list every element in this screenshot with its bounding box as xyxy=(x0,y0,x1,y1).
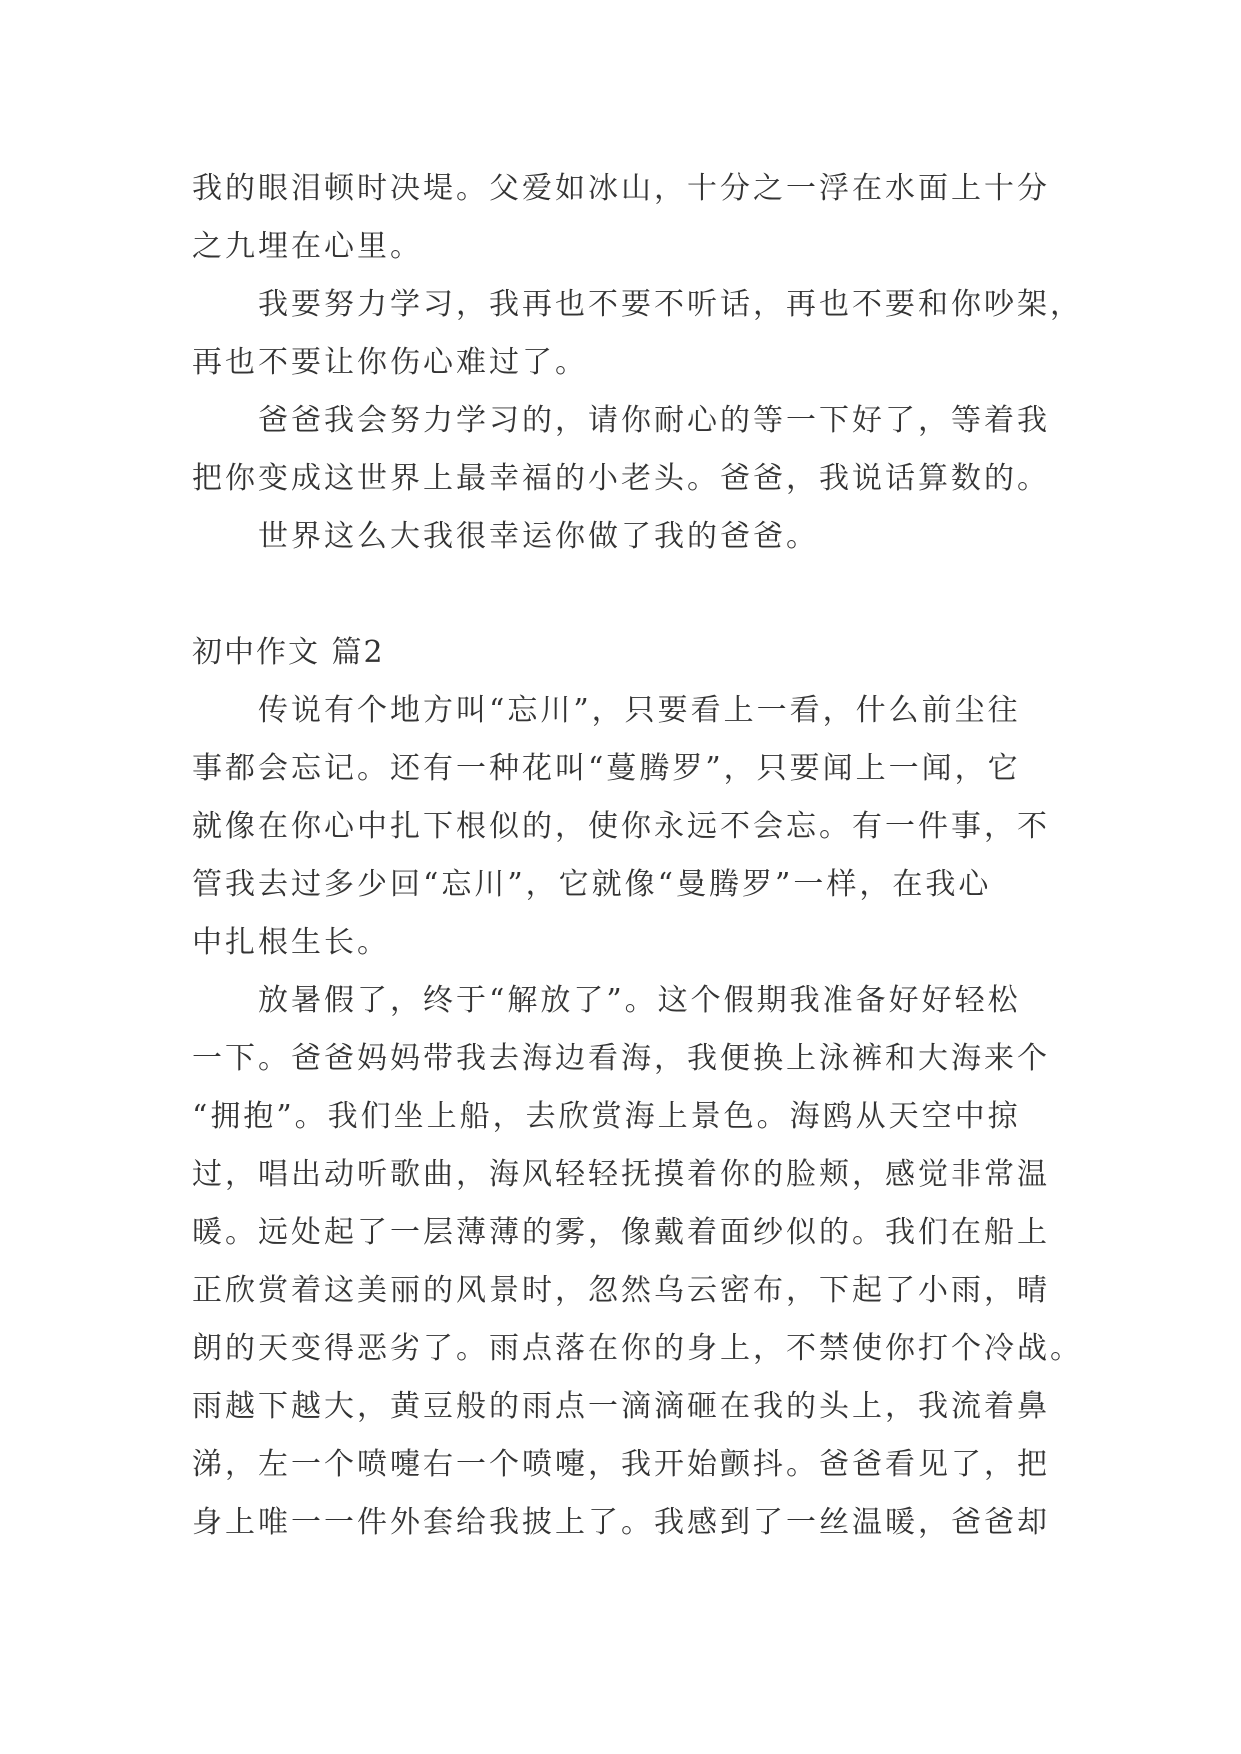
text-line: 之九埋在心里。 xyxy=(192,229,423,264)
text-line: 正欣赏着这美丽的风景时，忽然乌云密布，下起了小雨，晴 xyxy=(192,1273,1050,1308)
text-line: 世界这么大我很幸运你做了我的爸爸。 xyxy=(258,519,819,554)
paragraph xyxy=(192,972,1083,1552)
text-line: 再也不要让你伤心难过了。 xyxy=(192,345,588,380)
document-body xyxy=(192,160,1083,1552)
paragraph-continuation xyxy=(192,160,1072,276)
text-line: 朗的天变得恶劣了。雨点落在你的身上，不禁使你打个冷战。 xyxy=(192,1331,1083,1366)
text-line: 一下。爸爸妈妈带我去海边看海，我便换上泳裤和大海来个 xyxy=(192,1041,1050,1076)
text-line: 暖。远处起了一层薄薄的雾，像戴着面纱似的。我们在船上 xyxy=(192,1215,1050,1250)
text-line: 爸爸我会努力学习的，请你耐心的等一下好了，等着我 xyxy=(258,403,1050,438)
text-line: “拥抱”。我们坐上船，去欣赏海上景色。海鸥从天空中掠 xyxy=(192,1099,1021,1134)
section-heading: 初中作文 篇2 xyxy=(192,635,385,670)
text-line: 过，唱出动听歌曲，海风轻轻抚摸着你的脸颊，感觉非常温 xyxy=(192,1157,1050,1192)
text-line: 放暑假了，终于“解放了”。这个假期我准备好好轻松 xyxy=(258,983,1021,1018)
text-line: 管我去过多少回“忘川”，它就像“曼腾罗”一样，在我心 xyxy=(192,867,992,902)
paragraph xyxy=(192,682,1072,972)
text-line: 事都会忘记。还有一种花叫“蔓腾罗”，只要闻上一闻，它 xyxy=(192,751,1021,786)
text-line: 把你变成这世界上最幸福的小老头。爸爸，我说话算数的。 xyxy=(192,461,1050,496)
text-line: 涕，左一个喷嚏右一个喷嚏，我开始颤抖。爸爸看见了，把 xyxy=(192,1447,1050,1482)
paragraph xyxy=(192,276,1083,392)
text-line: 我的眼泪顿时决堤。父爱如冰山，十分之一浮在水面上十分 xyxy=(192,171,1050,206)
text-line: 雨越下越大，黄豆般的雨点一滴滴砸在我的头上，我流着鼻 xyxy=(192,1389,1050,1424)
text-line: 传说有个地方叫“忘川”，只要看上一看，什么前尘往 xyxy=(258,693,1021,728)
paragraph xyxy=(192,508,1072,566)
text-line: 身上唯一一件外套给我披上了。我感到了一丝温暖，爸爸却 xyxy=(192,1505,1050,1540)
paragraph xyxy=(192,392,1072,508)
text-line: 我要努力学习，我再也不要不听话，再也不要和你吵架， xyxy=(258,287,1083,322)
text-line: 就像在你心中扎下根似的，使你永远不会忘。有一件事，不 xyxy=(192,809,1050,844)
text-line: 中扎根生长。 xyxy=(192,925,390,960)
